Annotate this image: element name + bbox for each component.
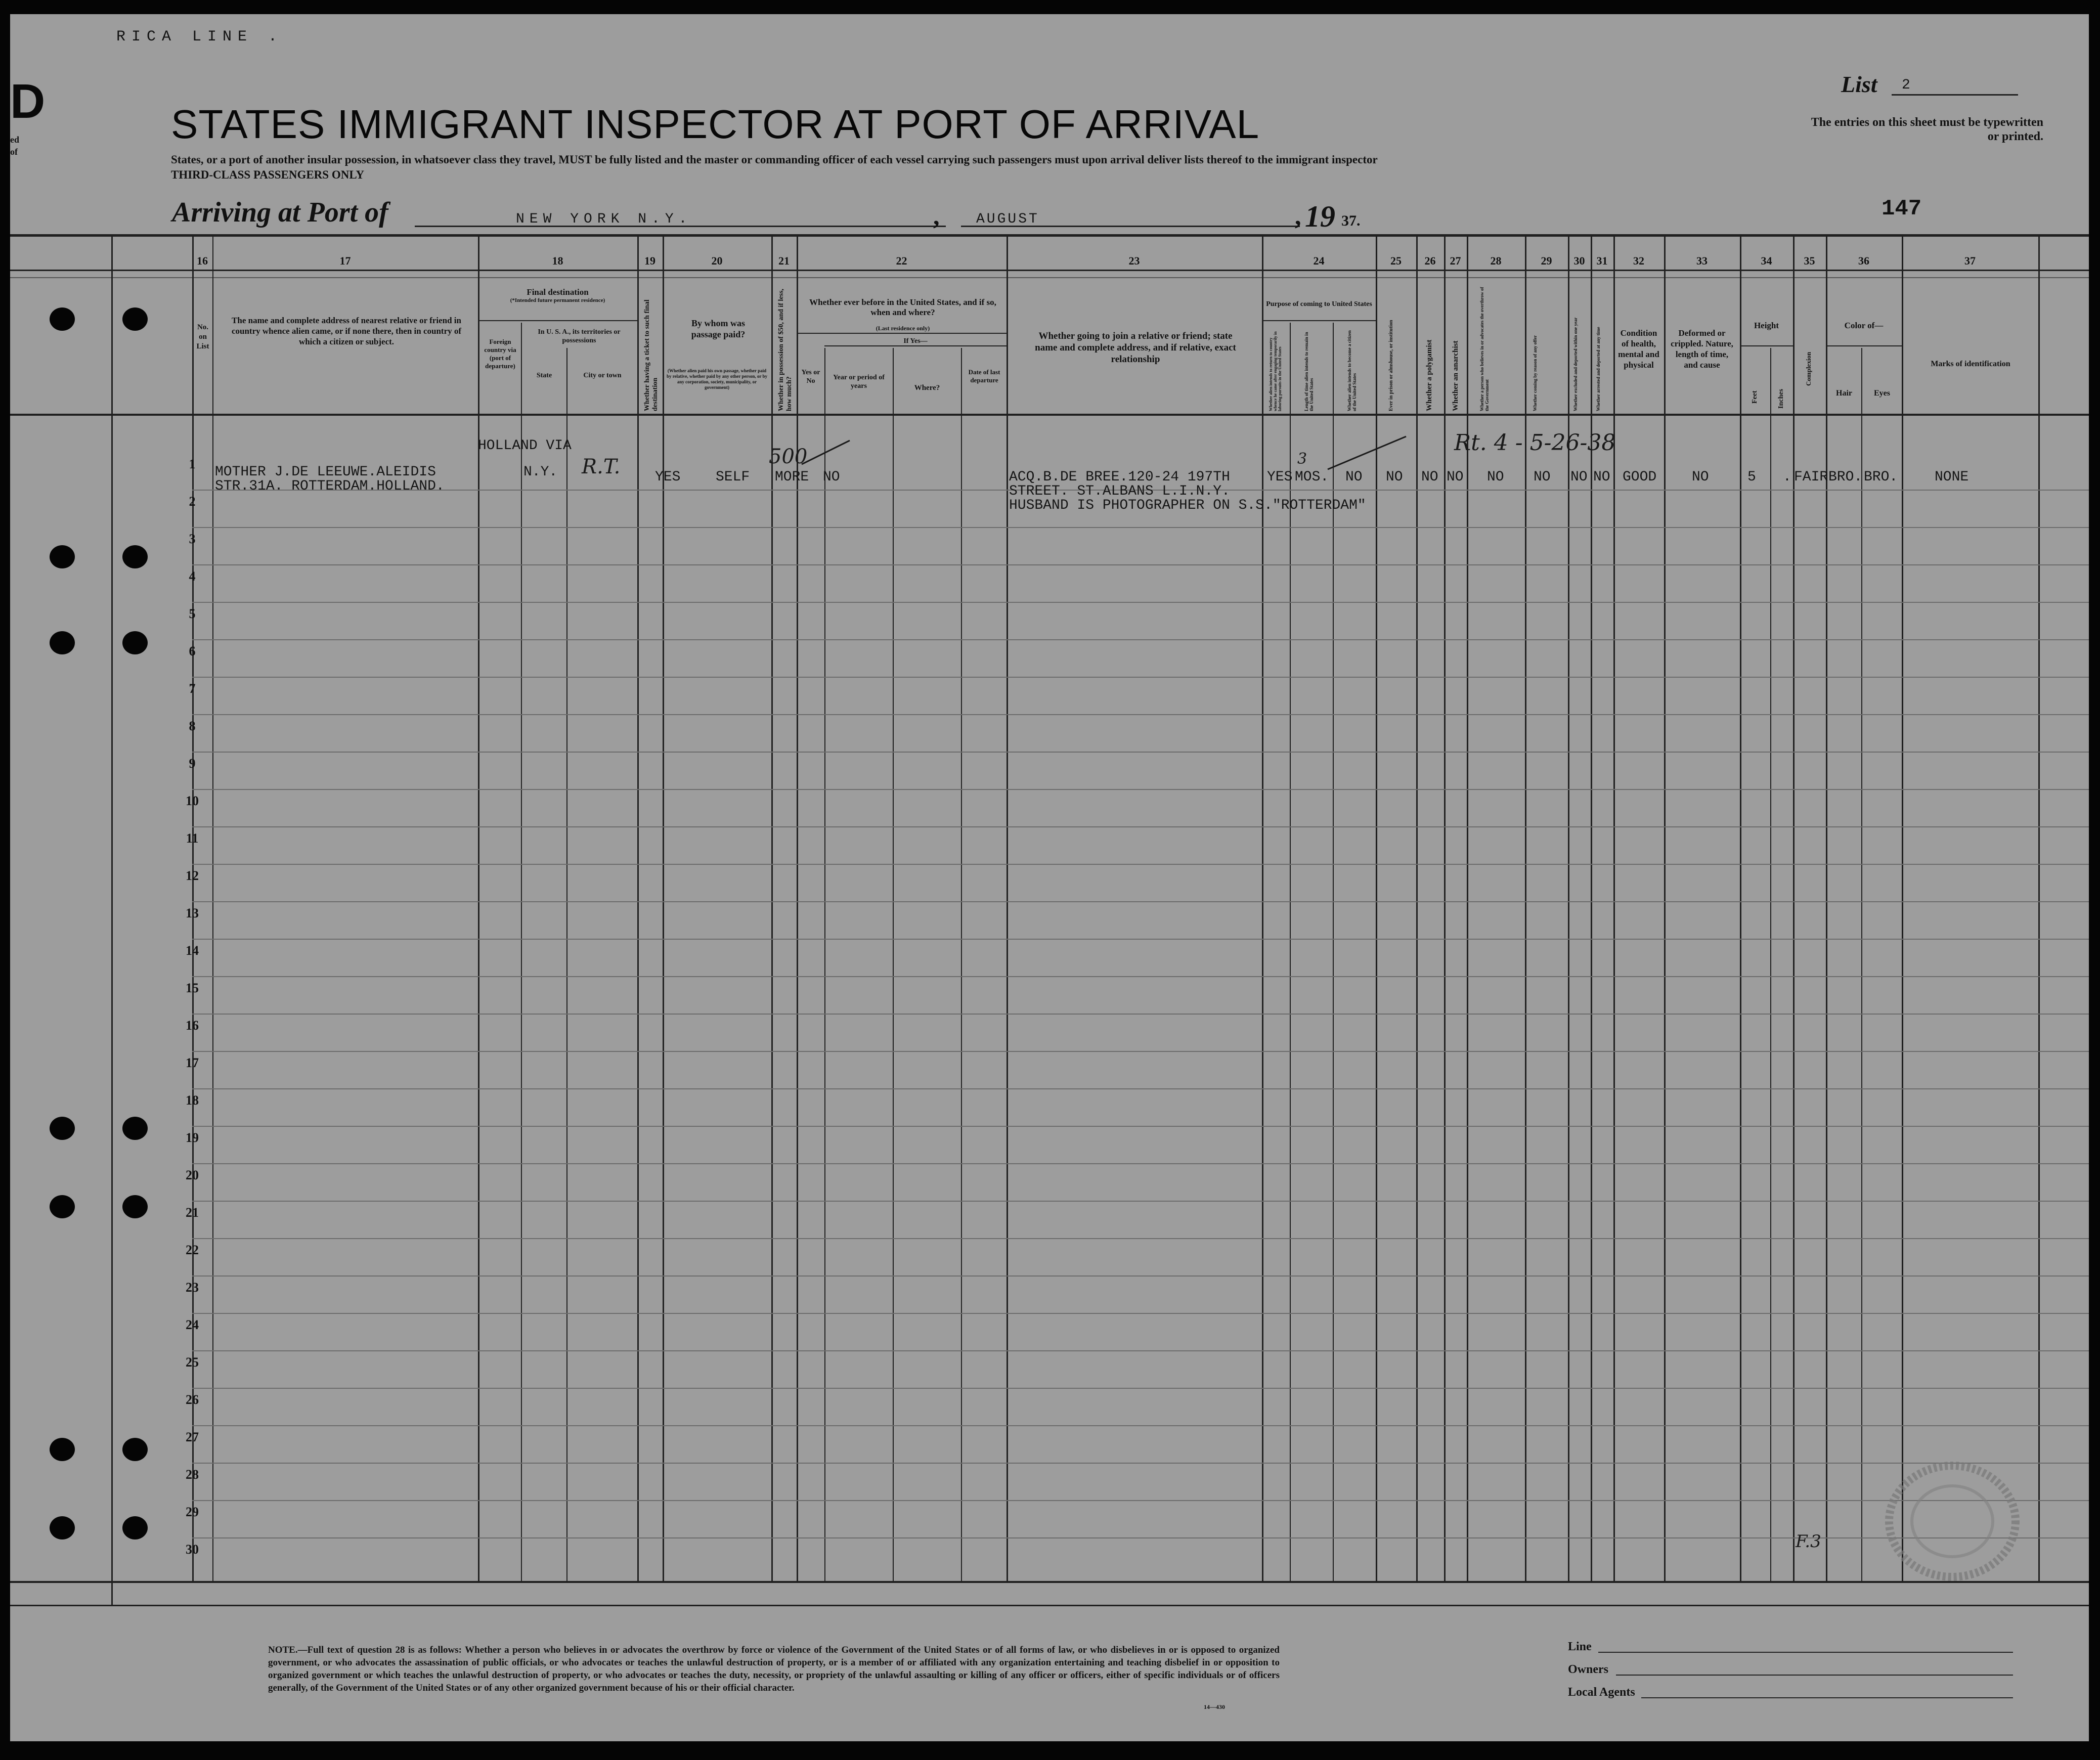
row-line <box>192 1463 2089 1464</box>
header-color: Color of— <box>1844 321 1884 330</box>
column-number: 30 <box>1573 254 1585 267</box>
join-relative-line-1: ACQ.B.DE BREE.120-24 197TH <box>1009 469 1230 485</box>
row-line <box>192 1313 2089 1314</box>
row-number: 29 <box>186 1505 199 1519</box>
manifest-sheet <box>10 14 2089 1741</box>
column-line <box>1902 234 1903 1582</box>
row-line <box>192 1238 2089 1239</box>
row-line <box>192 1500 2089 1501</box>
row-line <box>192 1201 2089 1202</box>
column-line <box>824 348 825 1582</box>
column-number: 22 <box>896 254 907 267</box>
column-number: 32 <box>1633 254 1644 267</box>
punch-hole <box>50 307 75 331</box>
punch-hole <box>50 1117 75 1140</box>
row-line <box>192 1088 2089 1089</box>
header-passage-paid-note: (Whether alien paid his own passage, whether paid by relative, whether paid by any other person, or by any corporation, society, municipality, or government) <box>666 368 768 390</box>
row-line <box>192 901 2089 902</box>
column-number: 36 <box>1858 254 1869 267</box>
column-number: 18 <box>552 254 563 267</box>
column-line <box>961 348 962 1582</box>
column-header-top-line <box>10 277 2089 278</box>
row-line <box>192 752 2089 753</box>
row-line <box>192 976 2089 977</box>
punch-hole <box>122 307 148 331</box>
ink-stamp-icon <box>1871 1456 2023 1587</box>
column-number: 20 <box>711 254 723 267</box>
row-number: 18 <box>186 1093 199 1108</box>
row-number: 15 <box>186 981 199 995</box>
header-polygamist: Whether a polygamist <box>1425 339 1433 411</box>
row-number: 21 <box>186 1205 199 1220</box>
header-purpose: Purpose of coming to United States <box>1266 300 1372 308</box>
row-number: 22 <box>186 1243 199 1257</box>
row-line <box>192 939 2089 940</box>
subheader-line <box>478 320 637 321</box>
header-state: State <box>536 372 552 379</box>
punch-hole <box>50 631 75 654</box>
question-28-note: NOTE.—Full text of question 28 is as follows: Whether a person who believes in or advocates the overthrow by force or violence of the Government of the United States or of all forms of law, or who disbelieves in or is opposed to organized government, or who advocates the assassination of public officials, or who advocates or teaches the unlawful destruction of property, or is a member of or affiliated with any organization entertaining and teaching disbelief in or opposition to organized government or which teaches the unlawful destruction of property, or who advocates or teaches the duty, necessity, or propriety of the unlawful assaulting or killing of any officer or officers, either of specific individuals or of officers generally, of the Government of the United States or of any other organized government because of his or their official character. <box>268 1645 1280 1693</box>
anarchist-value: NO <box>1447 469 1464 485</box>
header-feet: Feet <box>1751 390 1759 404</box>
column-line <box>478 234 479 1582</box>
column-line <box>1262 234 1263 1582</box>
column-line <box>111 234 113 1605</box>
pen-stroke-icon <box>799 436 855 472</box>
row-number: 1 <box>189 457 196 471</box>
header-before-in-us-note: (Last residence only) <box>876 325 930 332</box>
header-prison: Ever in prison or almshouse, or institution <box>1388 320 1394 411</box>
height-inches-value: . <box>1783 469 1791 485</box>
column-number: 31 <box>1596 254 1608 267</box>
column-number: 25 <box>1390 254 1402 267</box>
header-anarchist: Whether an anarchist <box>1452 340 1460 411</box>
row-number: 19 <box>186 1130 199 1145</box>
row-number: 7 <box>189 681 196 696</box>
row-line <box>192 1425 2089 1426</box>
row-line <box>192 602 2089 603</box>
list-label: List <box>1841 71 1877 97</box>
row-number: 27 <box>186 1430 199 1444</box>
row-line <box>192 527 2089 528</box>
row-number: 4 <box>189 569 196 584</box>
row-number: 2 <box>189 494 196 509</box>
money-value: MORE <box>775 469 809 485</box>
left-fragment-line-1: ed <box>10 135 19 145</box>
foreign-country-via: HOLLAND VIA <box>478 438 572 454</box>
column-line <box>1740 234 1741 1582</box>
column-line <box>1826 234 1827 1582</box>
header-city: City or town <box>583 372 622 379</box>
question-31-value: NO <box>1593 469 1610 485</box>
year-suffix: 37. <box>1341 212 1361 229</box>
relative-address-line-1: MOTHER J.DE LEEUWE.ALEIDIS <box>215 464 436 480</box>
header-deported: Whether arrested and deported at any time <box>1596 327 1601 411</box>
column-line <box>1444 234 1446 1582</box>
question-30-value: NO <box>1570 469 1588 485</box>
table-top-border <box>10 234 2089 237</box>
header-health: Condition of health, mental and physical <box>1618 328 1659 370</box>
join-relative-line-3: HUSBAND IS PHOTOGRAPHER ON S.S."ROTTERDAM" <box>1009 498 1366 513</box>
punch-hole <box>50 1438 75 1461</box>
column-line <box>1793 234 1795 1582</box>
row-line <box>192 564 2089 565</box>
header-where: Where? <box>914 384 940 392</box>
header-ticket: Whether having a ticket to such final destination <box>643 299 659 411</box>
column-number-border <box>10 270 2089 271</box>
column-number: 17 <box>339 254 351 267</box>
owners-underline <box>1616 1675 2013 1676</box>
column-number: 34 <box>1761 254 1772 267</box>
punch-hole <box>50 545 75 568</box>
row-line <box>192 1051 2089 1052</box>
column-line <box>771 234 773 1582</box>
header-deformed: Deformed or crippled. Nature, length of time, and cause <box>1671 328 1733 370</box>
row-line <box>192 677 2089 678</box>
class-line: THIRD-CLASS PASSENGERS ONLY <box>171 168 365 181</box>
handwritten-mark-bottom: F.3 <box>1796 1531 1821 1552</box>
handwritten-annotation: Rt. 4 - 5-26-38 <box>1454 430 1616 456</box>
question-29-value: NO <box>1534 469 1551 485</box>
header-citizen-intent: Whether alien intends to become a citizen of the United States <box>1347 330 1357 411</box>
row-line <box>192 1388 2089 1389</box>
header-excluded: Whether excluded and deported within one year <box>1573 317 1578 411</box>
header-eyes: Eyes <box>1874 389 1890 398</box>
row-line <box>192 864 2089 865</box>
length-handwritten: 3 <box>1297 450 1307 468</box>
column-number: 21 <box>778 254 790 267</box>
left-fragment-letter: D <box>10 74 46 128</box>
row-number: 10 <box>186 794 199 808</box>
column-line <box>1861 348 1862 1582</box>
column-number: 29 <box>1541 254 1552 267</box>
punch-hole <box>122 545 148 568</box>
column-number: 33 <box>1696 254 1708 267</box>
header-last-departure: Date of last departure <box>968 368 1000 384</box>
row-number: 25 <box>186 1355 199 1370</box>
destination-state: N.Y. <box>523 464 558 480</box>
column-line <box>797 234 798 1582</box>
list-underline <box>1892 94 2018 96</box>
ticket-value: YES <box>655 469 681 485</box>
instructions-text: The entries on this sheet must be typewritten or printed. <box>1811 116 2043 143</box>
row-line <box>192 1126 2089 1127</box>
header-nearest-relative: The name and complete address of nearest relative or friend in country whence alien came, or if none there, then in country of which a citizen or subject. <box>231 316 462 346</box>
header-identification-marks: Marks of identification <box>1931 360 2010 368</box>
form-subtitle: States, or a port of another insular possession, in whatsoever class they travel, MUST be fully listed and the master or commanding officer of each vessel carrying such passengers must upon arrival deliver lists thereof to the immigrant inspector <box>171 153 1378 166</box>
column-line <box>1007 234 1008 1582</box>
header-money: Whether in possession of $50, and if less, how much? <box>777 288 793 411</box>
pen-stroke-icon <box>1325 434 1411 474</box>
header-passage-paid: By whom was passage paid? <box>691 318 746 339</box>
header-bottom-border <box>10 414 2089 416</box>
subheader-line <box>1262 320 1376 321</box>
relative-address-line-2: STR.31A. ROTTERDAM.HOLLAND. <box>215 478 445 494</box>
header-usa: In U. S. A., its territories or possessions <box>538 328 621 344</box>
comma-separator-2: , <box>1295 202 1301 230</box>
column-line <box>521 323 522 1582</box>
agents-underline <box>1641 1697 2013 1698</box>
header-final-destination-note: (*Intended future permanent residence) <box>510 297 605 303</box>
subheader-line <box>1826 345 1902 346</box>
eye-color-value: BRO. <box>1864 469 1898 485</box>
row-number: 16 <box>186 1018 199 1033</box>
citizen-intent-value: NO <box>1345 469 1363 485</box>
stamp-number: 147 <box>1882 196 1922 222</box>
header-hair: Hair <box>1836 389 1852 398</box>
header-overthrow: Whether a person who believes in or advocates the overthrow of the Government <box>1479 287 1490 411</box>
row-number: 8 <box>189 719 196 733</box>
row-line <box>192 1163 2089 1164</box>
row-line <box>192 1350 2089 1351</box>
identification-marks-value: NONE <box>1935 469 1969 485</box>
header-final-destination: Final destination <box>527 287 589 297</box>
header-length-of-stay: Length of time alien intends to remain in the United States <box>1304 332 1314 411</box>
join-relative-line-2: STREET. ST.ALBANS L.I.N.Y. <box>1009 483 1230 499</box>
form-number: 14—430 <box>1204 1703 1225 1710</box>
column-line <box>1770 348 1771 1582</box>
column-line <box>637 234 639 1582</box>
row-number: 5 <box>189 606 196 621</box>
header-if-yes: If Yes— <box>903 337 928 345</box>
column-number: 16 <box>197 254 208 267</box>
destination-city-handwritten: R.T. <box>582 455 621 478</box>
header-join-relative: Whether going to join a relative or friend; state name and complete address, and if relative, exact relationship <box>1035 331 1236 365</box>
header-yes-or-no: Yes or No <box>801 369 820 385</box>
footer-top-border <box>10 1605 2089 1606</box>
page-title: STATES IMMIGRANT INSPECTOR AT PORT OF ARRIVAL <box>171 102 1260 147</box>
polygamist-value: NO <box>1421 469 1438 485</box>
header-return-intent: Whether alien intends to return to country whence he came after engaging temporarily in laboring pursuits in the United States <box>1268 331 1282 411</box>
column-line <box>1416 234 1418 1582</box>
row-number: 14 <box>186 943 199 958</box>
port-value: NEW YORK N.Y. <box>516 211 692 227</box>
row-line <box>192 1014 2089 1015</box>
complexion-value: FAIR <box>1794 469 1828 485</box>
deformed-value: NO <box>1692 469 1709 485</box>
paid-by-value: SELF <box>716 469 750 485</box>
row-number: 24 <box>186 1317 199 1332</box>
row-number: 9 <box>189 756 196 771</box>
column-line <box>893 348 894 1582</box>
row-line <box>192 639 2089 640</box>
row-number: 13 <box>186 906 199 920</box>
column-number: 28 <box>1490 254 1502 267</box>
column-number: 27 <box>1450 254 1461 267</box>
row-number: 12 <box>186 868 199 883</box>
owners-label: Owners <box>1568 1663 1608 1676</box>
header-years: Year or period of years <box>833 374 885 390</box>
row-number: 20 <box>186 1168 199 1182</box>
header-offer: Whether coming by reason of any offer <box>1533 335 1538 411</box>
before-in-us-value: NO <box>823 469 840 485</box>
column-number: 24 <box>1313 254 1325 267</box>
subheader-line <box>1740 345 1793 346</box>
column-line <box>566 348 567 1582</box>
header-no-on-list: No. on List <box>196 323 209 350</box>
punch-hole <box>122 1117 148 1140</box>
header-height: Height <box>1754 321 1779 330</box>
column-number: 37 <box>1964 254 1976 267</box>
row-number: 17 <box>186 1055 199 1070</box>
row-line <box>192 789 2089 790</box>
line-fragment: RICA LINE . <box>116 28 284 46</box>
row-line <box>192 1275 2089 1277</box>
return-intent-value: YES <box>1267 469 1293 485</box>
health-value: GOOD <box>1623 469 1657 485</box>
hair-color-value: BRO. <box>1828 469 1863 485</box>
column-number: 35 <box>1804 254 1815 267</box>
line-underline <box>1598 1652 2013 1653</box>
row-number: 30 <box>186 1542 199 1557</box>
column-number: 23 <box>1128 254 1140 267</box>
row-number: 28 <box>186 1467 199 1482</box>
column-line <box>212 234 213 1582</box>
column-line <box>2038 234 2040 1582</box>
table-bottom-border <box>10 1581 2089 1583</box>
height-feet-value: 5 <box>1747 469 1756 485</box>
line-label: Line <box>1568 1640 1592 1653</box>
left-fragment-line-2: of <box>10 147 18 157</box>
header-complexion: Complexion <box>1805 351 1812 386</box>
prison-value: NO <box>1386 469 1403 485</box>
arriving-label: Arriving at Port of <box>172 197 388 228</box>
row-number: 23 <box>186 1280 199 1295</box>
header-inches: Inches <box>1777 389 1785 409</box>
header-before-in-us: Whether ever before in the United States, and if so, when and where? <box>809 297 996 317</box>
punch-hole <box>50 1516 75 1539</box>
column-line <box>1664 234 1666 1582</box>
year-prefix: 19 <box>1305 200 1335 233</box>
comma-separator: , <box>933 202 940 230</box>
length-of-stay-value: MOS. <box>1295 469 1329 485</box>
month-value: AUGUST <box>976 211 1039 227</box>
punch-hole <box>122 631 148 654</box>
question-28-value: NO <box>1487 469 1504 485</box>
column-line <box>663 234 664 1582</box>
row-line <box>192 714 2089 715</box>
column-number: 26 <box>1424 254 1436 267</box>
row-number: 3 <box>189 532 196 546</box>
list-number: 2 <box>1902 77 1910 93</box>
money-handwritten: 500 <box>769 445 808 468</box>
row-number: 11 <box>186 831 199 846</box>
punch-hole <box>122 1195 148 1218</box>
punch-hole <box>122 1516 148 1539</box>
row-line <box>192 826 2089 827</box>
punch-hole <box>50 1195 75 1218</box>
header-foreign-country: Foreign country via (port of departure) <box>484 338 516 370</box>
row-number: 6 <box>189 644 196 658</box>
column-number: 19 <box>644 254 655 267</box>
row-number: 26 <box>186 1392 199 1407</box>
local-agents-label: Local Agents <box>1568 1686 1635 1699</box>
punch-hole <box>122 1438 148 1461</box>
